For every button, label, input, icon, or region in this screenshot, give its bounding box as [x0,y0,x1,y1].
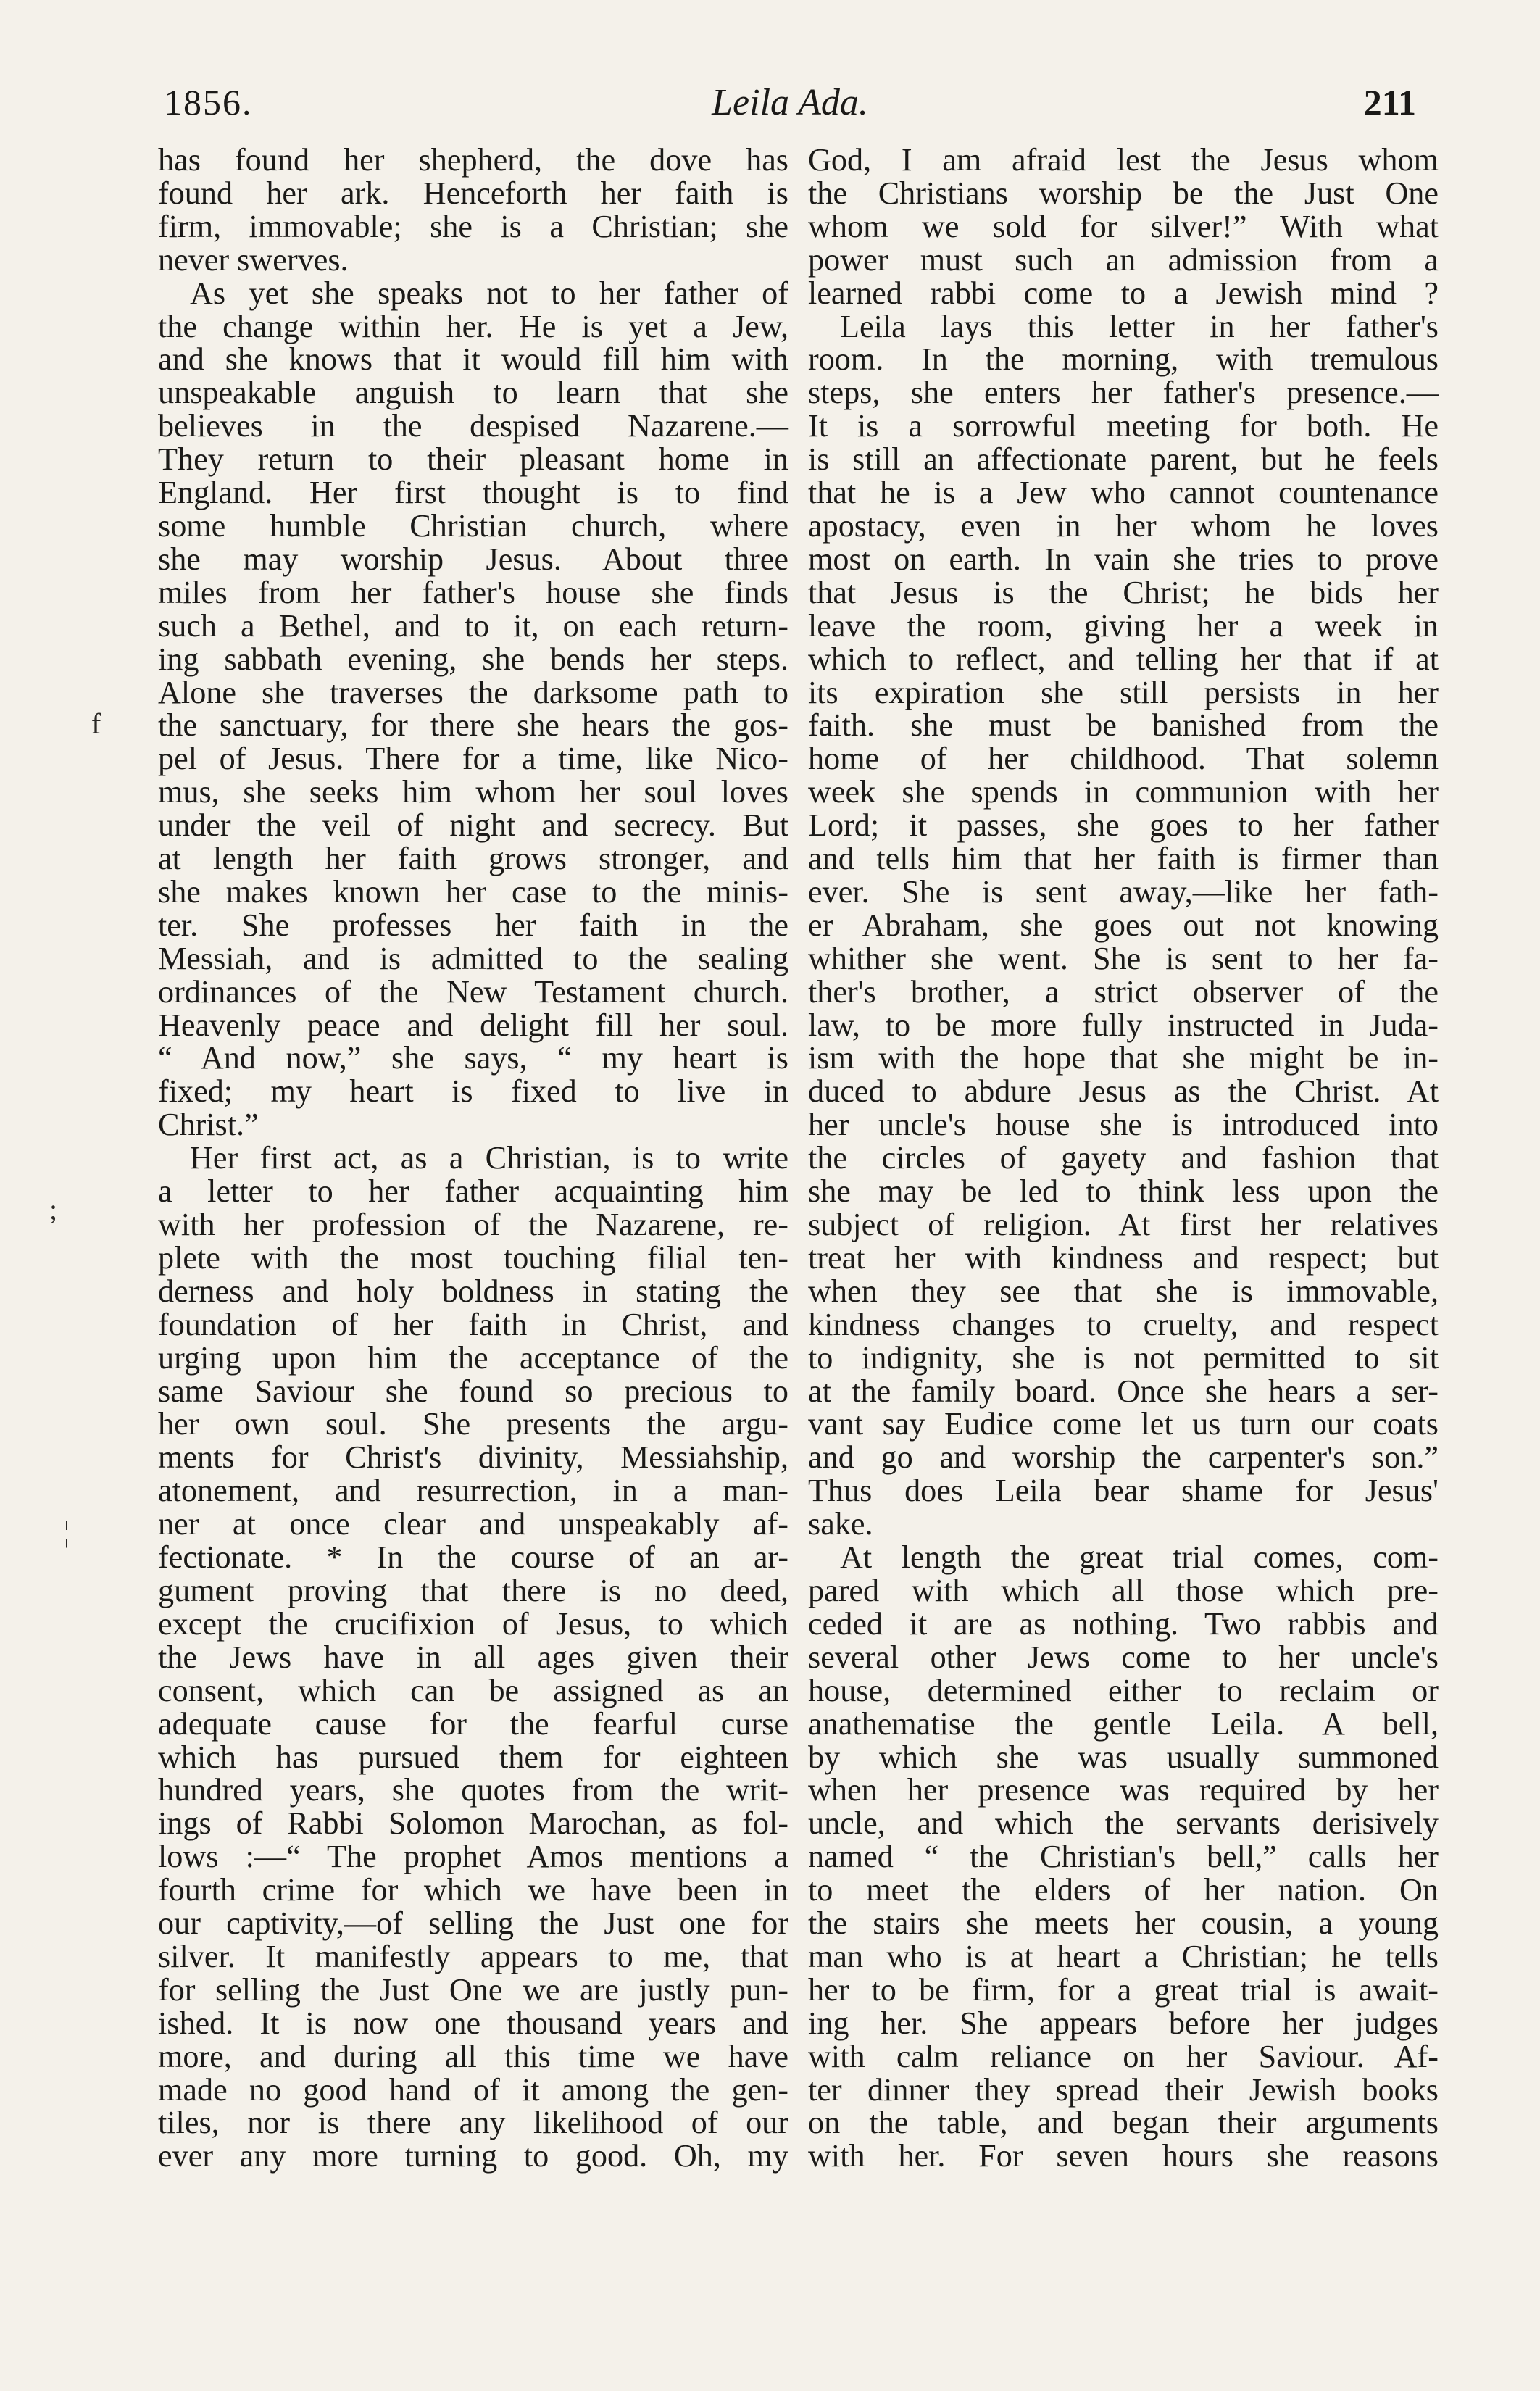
text-line: adequate cause for the fearful curse [158,1705,788,1742]
text-line: derness and holy boldness in stating the [158,1273,788,1309]
text-line: ished. It is now one thousand years and [158,2005,788,2041]
text-line: miles from her father's house she finds [158,574,788,610]
text-line: God, I am afraid lest the Jesus whom [808,142,1439,178]
text-line: mus, she seeks him whom her soul loves [158,774,788,810]
text-line: At length the great trial comes, com- [840,1539,1439,1576]
text-line: room. In the morning, with tremulous [808,341,1439,378]
text-line: the change within her. He is yet a Jew, [158,308,788,344]
text-line: faith. she must be banished from the [808,707,1439,744]
text-line: the Jews have in all ages given their [158,1639,788,1675]
text-line: named “ the Christian's bell,” calls her [808,1839,1439,1875]
text-line: man who is at heart a Christian; he tells [808,1938,1439,1974]
text-line: fourth crime for which we have been in [158,1872,788,1908]
text-line: lows :—“ The prophet Amos mentions a [158,1839,788,1875]
text-line: ing her. She appears before her judges [808,2005,1439,2041]
text-line: more, and during all this time we have [158,2038,788,2074]
text-line: urging upon him the acceptance of the [158,1339,788,1376]
text-line: anathematise the gentle Leila. A bell, [808,1705,1439,1742]
text-line: with calm reliance on her Saviour. Af- [808,2038,1439,2074]
text-line: its expiration she still persists in her [808,674,1439,710]
text-line: atonement, and resurrection, in a man- [158,1473,788,1509]
text-line: steps, she enters her father's presence.— [808,375,1439,411]
text-line: apostacy, even in her whom he loves [808,507,1439,544]
text-line: on the table, and began their arguments [808,2105,1439,2141]
text-line: fixed; my heart is fixed to live in [158,1073,788,1110]
text-line: power must such an admission from a [808,241,1439,278]
text-line: under the veil of night and secrecy. But [158,807,788,844]
text-line: Heavenly peace and delight fill her soul. [158,1007,788,1043]
text-line: They return to their pleasant home in [158,441,788,478]
text-line: at the family board. Once she hears a ser- [808,1373,1439,1409]
text-line: and go and worship the carpenter's son.” [808,1439,1439,1476]
text-line: “ And now,” she says, “ my heart is [158,1040,788,1076]
text-line: ceded it are as nothing. Two rabbis and [808,1605,1439,1642]
text-line: her own soul. She presents the argu- [158,1406,788,1442]
text-line: ordinances of the New Testament church. [158,973,788,1010]
text-line: kindness changes to cruelty, and respect [808,1306,1439,1342]
text-line: Christ.” [158,1107,259,1143]
text-line: firm, immovable; she is a Christian; she [158,208,788,244]
right-text-column [808,144,1439,2173]
text-line: hundred years, she quotes from the writ- [158,1772,788,1808]
text-line: that Jesus is the Christ; he bids her [808,574,1439,610]
text-line: believes in the despised Nazarene.— [158,408,788,444]
margin-mark: f [91,707,101,740]
text-line: her to be firm, for a great trial is await- [808,1971,1439,2008]
text-line: and she knows that it would fill him with [158,341,788,378]
text-line: treat her with kindness and respect; but [808,1239,1439,1276]
text-line: which has pursued them for eighteen [158,1739,788,1775]
text-line: Alone she traverses the darksome path to [158,674,788,710]
text-line: ever. She is sent away,—like her fath- [808,873,1439,910]
text-line: she may worship Jesus. About three [158,541,788,577]
text-line: consent, which can be assigned as an [158,1672,788,1708]
text-line: silver. It manifestly appears to me, that [158,1938,788,1974]
text-line: by which she was usually summoned [808,1739,1439,1775]
text-line: ever any more turning to good. Oh, my [158,2138,788,2174]
text-line: most on earth. In vain she tries to prove [808,541,1439,577]
margin-mark: ; [49,1193,58,1226]
text-line: learned rabbi come to a Jewish mind ? [808,275,1439,311]
text-line: with her profession of the Nazarene, re- [158,1207,788,1242]
text-line: home of her childhood. That solemn [808,741,1439,777]
text-line: law, to be more fully instructed in Juda- [808,1007,1439,1043]
text-line: Thus does Leila bear shame for Jesus' [808,1473,1439,1509]
text-line: to indignity, she is not permitted to sit [808,1339,1439,1376]
text-line: her uncle's house she is introduced into [808,1107,1439,1143]
text-line: ter. She professes her faith in the [158,907,788,943]
text-line: plete with the most touching filial ten- [158,1239,788,1276]
text-line: the stairs she meets her cousin, a young [808,1905,1439,1942]
text-line: leave the room, giving her a week in [808,607,1439,644]
text-line: same Saviour she found so precious to [158,1373,788,1409]
text-line: Leila lays this letter in her father's [840,308,1439,344]
text-line: Messiah, and is admitted to the sealing [158,940,788,976]
text-line: er Abraham, she goes out not knowing [808,907,1439,943]
text-line: has found her shepherd, the dove has [158,142,788,178]
text-line: Her first act, as a Christian, is to write [190,1140,788,1176]
text-line: to meet the elders of her nation. On [808,1872,1439,1908]
text-line: vant say Eudice come let us turn our coats [808,1406,1439,1442]
text-line: some humble Christian church, where [158,507,788,544]
text-line: uncle, and which the servants derisively [808,1805,1439,1842]
text-line: tiles, nor is there any likelihood of our [158,2105,788,2141]
text-line: unspeakable anguish to learn that she [158,375,788,411]
text-line: week she spends in communion with her [808,774,1439,810]
header-year: 1856. [164,82,253,122]
text-line: a letter to her father acquainting him [158,1173,788,1210]
text-line: made no good hand of it among the gen- [158,2071,788,2108]
text-line: at length her faith grows stronger, and [158,841,788,877]
text-line: ments for Christ's divinity, Messiahship, [158,1439,788,1476]
text-line: except the crucifixion of Jesus, to which [158,1605,788,1642]
text-line: several other Jews come to her uncle's [808,1639,1439,1675]
text-line: she makes known her case to the minis- [158,873,788,910]
text-line: such a Bethel, and to it, on each return- [158,607,788,644]
text-line: ter dinner they spread their Jewish books [808,2071,1439,2108]
text-line: pared with which all those which pre- [808,1572,1439,1608]
text-line: ing sabbath evening, she bends her steps. [158,641,788,677]
text-line: sake. [808,1506,873,1542]
text-line: the Christians worship be the Just One [808,175,1439,211]
page-number: 211 [1363,82,1416,122]
text-line: Lord; it passes, she goes to her father [808,807,1439,844]
text-line: house, determined either to reclaim or [808,1672,1439,1708]
header-title: Leila Ada. [712,82,868,123]
text-line: and tells him that her faith is firmer than [808,841,1439,877]
text-line: found her ark. Henceforth her faith is [158,175,788,211]
text-line: ner at once clear and unspeakably af- [158,1506,788,1542]
text-line: when they see that she is immovable, [808,1273,1439,1309]
text-line: foundation of her faith in Christ, and [158,1306,788,1342]
text-line: ism with the hope that she might be in- [808,1040,1439,1076]
text-line: duced to abdure Jesus as the Christ. At [808,1073,1439,1110]
text-line: ings of Rabbi Solomon Marochan, as fol- [158,1805,788,1842]
margin-mark: ¦ [64,1515,70,1548]
text-line: pel of Jesus. There for a time, like Nico- [158,741,788,777]
left-text-column [158,144,788,2173]
text-line: the sanctuary, for there she hears the gos- [158,707,788,744]
text-line: whither she went. She is sent to her fa- [808,940,1439,976]
text-line: the circles of gayety and fashion that [808,1140,1439,1176]
text-line: with her. For seven hours she reasons [808,2138,1439,2174]
text-line: It is a sorrowful meeting for both. He [808,408,1439,444]
text-line: gument proving that there is no deed, [158,1572,788,1608]
text-line: for selling the Just One we are justly pun- [158,1971,788,2008]
text-line: ther's brother, a strict observer of the [808,973,1439,1010]
text-line: is still an affectionate parent, but he feels [808,441,1439,478]
text-line: As yet she speaks not to her father of [190,275,788,311]
text-line: never swerves. [158,241,349,278]
text-line: which to reflect, and telling her that if at [808,641,1439,677]
text-line: that he is a Jew who cannot countenance [808,475,1439,511]
text-line: she may be led to think less upon the [808,1173,1439,1210]
text-line: fectionate. * In the course of an ar- [158,1539,788,1576]
text-line: when her presence was required by her [808,1772,1439,1808]
text-line: England. Her first thought is to find [158,475,788,511]
running-header [164,81,1416,132]
text-line: whom we sold for silver!” With what [808,208,1439,244]
text-line: subject of religion. At first her relatives [808,1207,1439,1242]
text-line: our captivity,—of selling the Just one for [158,1905,788,1942]
